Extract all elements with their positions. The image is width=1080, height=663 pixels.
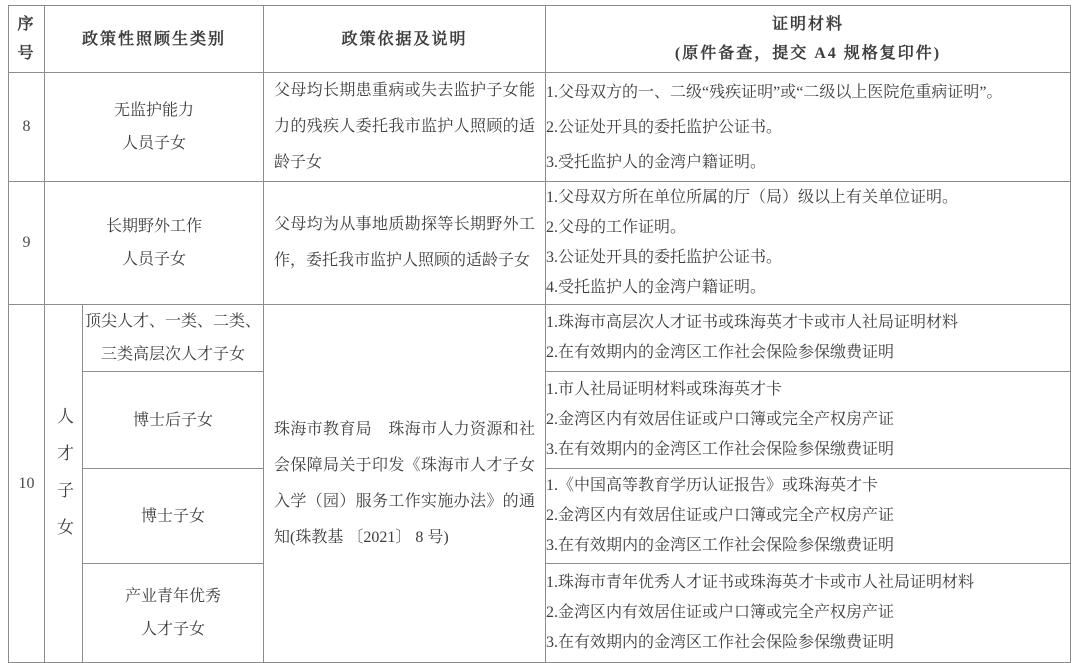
material-line: 4.受托监护人的金湾户籍证明。 <box>546 279 767 296</box>
material-line: 2.金湾区内有效居住证或户口簿或完全产权房产证 <box>546 604 895 621</box>
material-line: 3.公证处开具的委托监护公证书。 <box>546 249 783 266</box>
materials-cell <box>546 305 1071 372</box>
category-line: 三类高层次人才子女 <box>101 346 246 363</box>
subcategory-cell <box>83 564 264 663</box>
material-line: 2.公证处开具的委托监护公证书。 <box>546 118 783 136</box>
vertical-category-cell <box>45 305 83 663</box>
category-cell <box>45 182 264 305</box>
basis-cell <box>264 73 546 182</box>
basis-cell <box>264 182 546 305</box>
subcategory-cell <box>83 469 264 564</box>
material-line: 2.父母的工作证明。 <box>546 219 687 236</box>
material-line: 2.在有效期内的金湾区工作社会保险参保缴费证明 <box>546 344 895 361</box>
header-category: 政策性照顾生类别 <box>45 6 264 73</box>
category-line: 人才子女 <box>141 621 206 638</box>
materials-cell <box>546 182 1071 305</box>
category-line: 无监护能力 <box>114 102 195 119</box>
category-line: 博士后子女 <box>133 411 214 429</box>
category-line: 人员子女 <box>122 135 187 152</box>
materials-cell <box>546 564 1071 663</box>
material-line: 1.珠海市青年优秀人才证书或珠海英才卡或市人社局证明材料 <box>546 574 975 591</box>
material-line: 3.在有效期内的金湾区工作社会保险参保缴费证明 <box>546 441 895 458</box>
basis-cell <box>264 305 546 663</box>
policy-students-table <box>8 5 1071 663</box>
serial-cell: 9 <box>9 182 45 305</box>
material-line: 2.金湾区内有效居住证或户口簿或完全产权房产证 <box>546 411 895 428</box>
subcategory-cell <box>83 372 264 469</box>
header-materials <box>546 6 1071 73</box>
serial-cell: 8 <box>9 73 45 182</box>
vertical-category-text: 人才子女 <box>54 407 73 555</box>
basis-text: 父母均长期患重病或失去监护子女能力的残疾人委托我市监护人照顾的适龄子女 <box>274 82 536 171</box>
material-line: 1.珠海市高层次人才证书或珠海英才卡或市人社局证明材料 <box>546 314 959 331</box>
materials-cell <box>546 372 1071 469</box>
category-line: 人员子女 <box>122 251 187 268</box>
basis-text: 父母均为从事地质勘探等长期野外工作，委托我市监护人照顾的适龄子女 <box>274 216 536 269</box>
serial-cell: 10 <box>9 305 45 663</box>
category-line: 产业青年优秀 <box>125 588 222 605</box>
header-materials-note: (原件备查，提交 A4 规格复印件) <box>674 45 942 62</box>
category-line: 顶尖人才、一类、二类、 <box>85 313 262 330</box>
material-line: 1.《中国高等教育学历认证报告》或珠海英才卡 <box>546 477 879 494</box>
table-row <box>9 73 1071 182</box>
materials-cell <box>546 469 1071 564</box>
material-line: 1.父母双方所在单位所属的厅（局）级以上有关单位证明。 <box>546 189 959 206</box>
basis-text: 珠海市教育局 珠海市人力资源和社会保障局关于印发《珠海市人才子女入学（园）服务工作实施办法》的通知(珠教基 〔2021〕 8 号) <box>274 420 536 546</box>
material-line: 2.金湾区内有效居住证或户口簿或完全产权房产证 <box>546 507 895 524</box>
header-policy-basis: 政策依据及说明 <box>264 6 546 73</box>
subcategory-cell <box>83 305 264 372</box>
table-row <box>9 305 1071 372</box>
table-row <box>9 182 1071 305</box>
material-line: 3.在有效期内的金湾区工作社会保险参保缴费证明 <box>546 537 895 554</box>
materials-cell <box>546 73 1071 182</box>
header-materials-title: 证明材料 <box>772 16 845 33</box>
header-serial-number: 序号 <box>9 6 45 73</box>
material-line: 1.父母双方的一、二级“残疾证明”或“二级以上医院危重病证明”。 <box>546 83 1003 101</box>
material-line: 3.受托监护人的金湾户籍证明。 <box>546 153 767 171</box>
category-cell <box>45 73 264 182</box>
category-line: 博士子女 <box>141 507 206 525</box>
material-line: 3.在有效期内的金湾区工作社会保险参保缴费证明 <box>546 634 895 651</box>
header-row <box>9 6 1071 73</box>
material-line: 1.市人社局证明材料或珠海英才卡 <box>546 381 783 398</box>
category-line: 长期野外工作 <box>106 218 203 235</box>
